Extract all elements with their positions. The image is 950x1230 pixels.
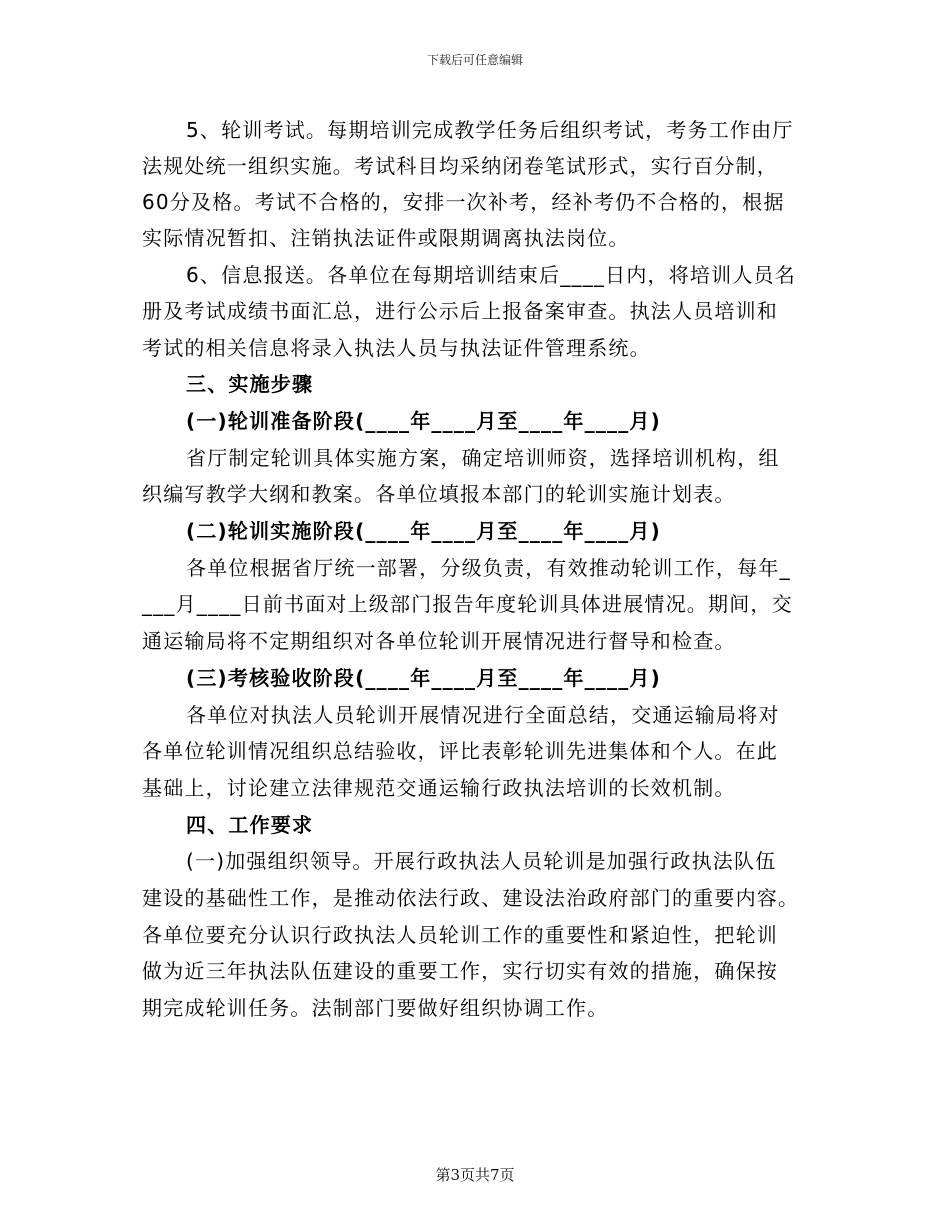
page-header: 下载后可任意编辑 bbox=[426, 53, 523, 67]
subsection-heading: (三)考核验收阶段(____年____月至____年____月) bbox=[186, 666, 661, 690]
paragraph-line: 册及考试成绩书面汇总，进行公示后上报备案审查。执法人员培训和 bbox=[142, 299, 778, 323]
paragraph-line: 6、信息报送。各单位在每期培训结束后____日内，将培训人员名 bbox=[186, 263, 796, 287]
paragraph-line: ___月____日前书面对上级部门报告年度轮训具体进展情况。期间，交 bbox=[142, 592, 793, 616]
subsection-heading: (二)轮训实施阶段(____年____月至____年____月) bbox=[186, 519, 661, 543]
paragraph-line: 考试的相关信息将录入执法人员与执法证件管理系统。 bbox=[142, 336, 651, 360]
page-footer: 第3页共7页 bbox=[435, 1166, 515, 1184]
paragraph-line: 5、轮训考试。每期培训完成教学任务后组织考试，考务工作由厅 bbox=[186, 118, 794, 142]
paragraph-line: 通运输局将不定期组织对各单位轮训开展情况进行督导和检查。 bbox=[142, 629, 736, 653]
paragraph-line: 法规处统一组织实施。考试科目均采纳闭卷笔试形式，实行百分制， bbox=[142, 154, 778, 178]
paragraph-line: 省厅制定轮训具体实施方案，确定培训师资，选择培训机构，组 bbox=[186, 446, 780, 470]
paragraph-line: 各单位要充分认识行政执法人员轮训工作的重要性和紧迫性，把轮训 bbox=[142, 923, 778, 947]
section-heading: 四、工作要求 bbox=[186, 813, 314, 837]
paragraph-line: 建设的基础性工作，是推动依法行政、建设法治政府部门的重要内容。 bbox=[142, 886, 800, 910]
subsection-heading: (一)轮训准备阶段(____年____月至____年____月) bbox=[186, 409, 661, 433]
paragraph-line: 各单位根据省厅统一部署，分级负责，有效推动轮训工作，每年_ bbox=[186, 556, 791, 580]
paragraph-line: 基础上，讨论建立法律规范交通运输行政执法培训的长效机制。 bbox=[142, 776, 736, 800]
paragraph-line: 实际情况暂扣、注销执法证件或限期调离执法岗位。 bbox=[142, 226, 630, 250]
paragraph-line: (一)加强组织领导。开展行政执法人员轮训是加强行政执法队伍 bbox=[186, 849, 777, 873]
paragraph-line: 各单位轮训情况组织总结验收，评比表彰轮训先进集体和个人。在此 bbox=[142, 739, 778, 763]
section-heading: 三、实施步骤 bbox=[186, 372, 314, 396]
paragraph-line: 做为近三年执法队伍建设的重要工作，实行切实有效的措施，确保按 bbox=[142, 959, 778, 983]
paragraph-line: 各单位对执法人员轮训开展情况进行全面总结，交通运输局将对 bbox=[186, 703, 780, 727]
paragraph-line: 织编写教学大纲和教案。各单位填报本部门的轮训实施计划表。 bbox=[142, 482, 736, 506]
paragraph-line: 期完成轮训任务。法制部门要做好组织协调工作。 bbox=[142, 996, 609, 1020]
paragraph-line: 60分及格。考试不合格的，安排一次补考，经补考仍不合格的，根据 bbox=[142, 190, 785, 214]
